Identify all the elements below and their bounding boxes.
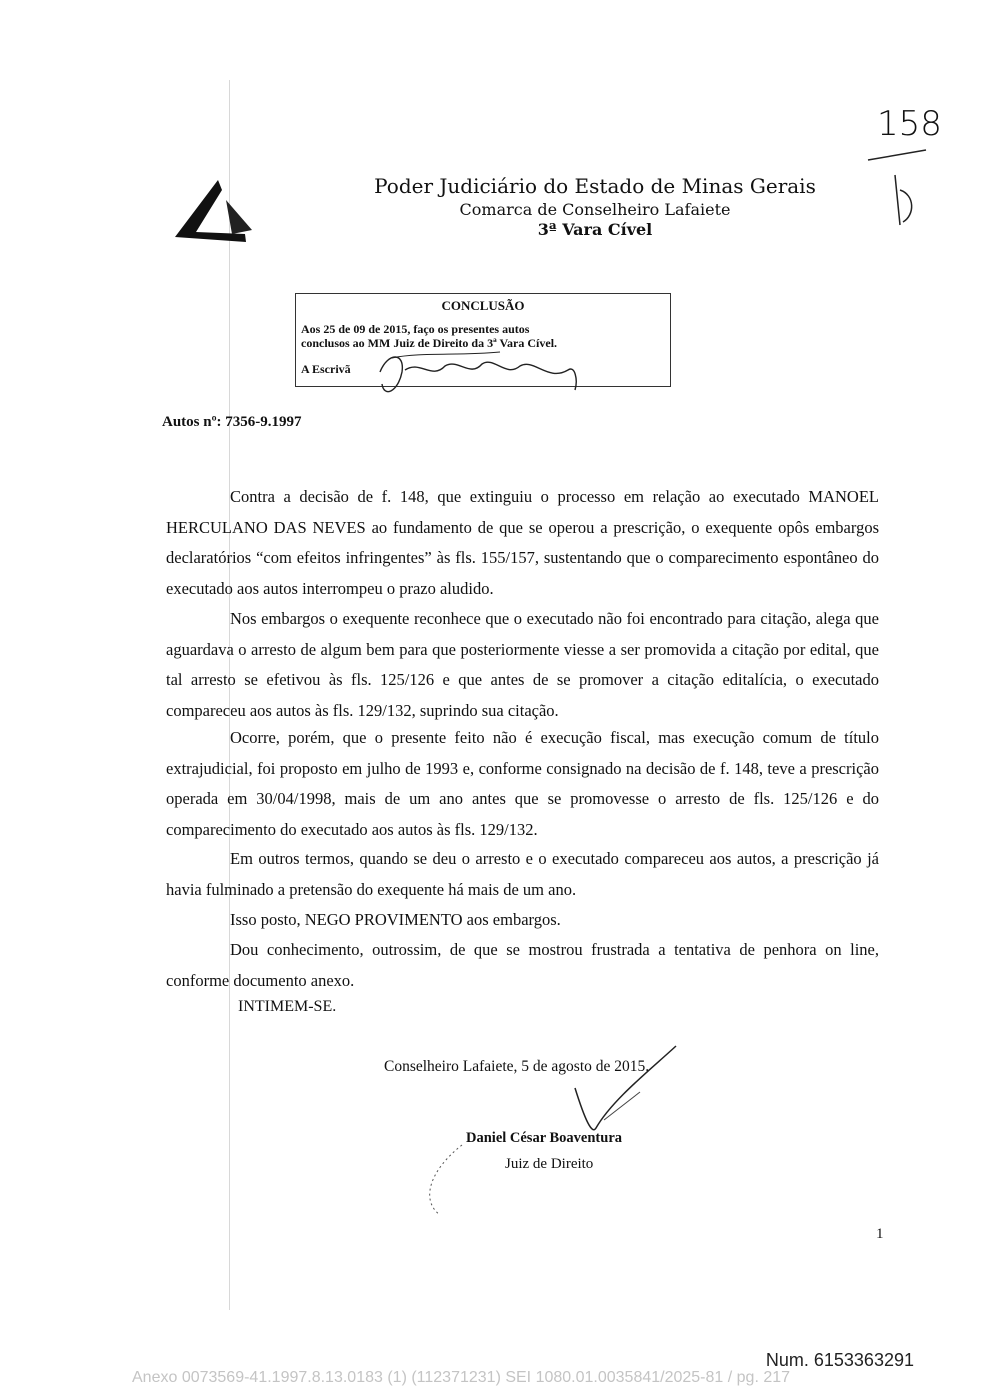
document-number: Num. 6153363291 bbox=[765, 1350, 914, 1370]
judge-name: Daniel César Boaventura bbox=[466, 1130, 623, 1146]
conclusao-title: CONCLUSÃO bbox=[441, 298, 525, 313]
paragraph-1: Contra a decisão de f. 148, que extinguiu o processo em relação ao executado MANOEL HERCULANO DAS NEVES ao fundamento de que se operou a prescrição, o exequente opôs embargos declaratórios “com efeitos infringentes” às fls. 155/157, sustentando que o comparecimento espontâneo do executado aos autos interrompeu o prazo aludido. bbox=[166, 487, 879, 598]
paragraph-5: Isso posto, NEGO PROVIMENTO aos embargos. bbox=[230, 910, 561, 929]
conclusao-line-1: Aos 25 de 09 de 2015, faço os presentes autos bbox=[301, 322, 530, 336]
paragraph-2: Nos embargos o exequente reconhece que o executado não foi encontrado para citação, alega que aguardava o arresto de algum bem para que posteriormente viesse a ser promovida a citação por edital, que tal arresto se efetivou às fls. 125/126 e que antes de se promover a citação editalícia, o executado compareceu aos autos às fls. 129/132, suprindo sua citação. bbox=[166, 609, 879, 720]
intimem-se: INTIMEM-SE. bbox=[238, 998, 337, 1015]
paragraph-6: Dou conhecimento, outrossim, de que se mostrou frustrada a tentativa de penhora on line, conforme documento anexo. bbox=[166, 940, 879, 990]
judge-role: Juiz de Direito bbox=[505, 1156, 594, 1172]
conclusao-line-2: conclusos ao MM Juiz de Direito da 3ª Vara Cível. bbox=[301, 336, 558, 350]
paragraph-3: Ocorre, porém, que o presente feito não é execução fiscal, mas execução comum de título extrajudicial, foi proposto em julho de 1993 e, conforme consignado na decisão de f. 148, teve a prescrição operada em 30/04/1998, mais de um ano antes que se promovesse o arresto de fls. 125/126 e do comparecimento do executado aos autos às fls. 129/132. bbox=[166, 728, 879, 839]
paragraph-4: Em outros termos, quando se deu o arresto e o executado compareceu aos autos, a prescrição já havia fulminado a pretensão do exequente há mais de um ano. bbox=[166, 849, 879, 899]
footer-watermark: Anexo 0073569-41.1997.8.13.0183 (1) (112371231) SEI 1080.01.0035841/2025-81 / pg. 217 bbox=[132, 1369, 791, 1386]
conclusao-line-3: A Escrivã bbox=[301, 362, 351, 376]
autos-number: Autos nº: 7356-9.1997 bbox=[162, 414, 302, 430]
comarca-name: Comarca de Conselheiro Lafaiete bbox=[459, 200, 731, 219]
place-and-date: Conselheiro Lafaiete, 5 de agosto de 2015. bbox=[384, 1058, 650, 1075]
folio-number: 158 bbox=[877, 104, 942, 144]
page-number: 1 bbox=[876, 1226, 884, 1242]
vara-name: 3ª Vara Cível bbox=[537, 220, 653, 239]
court-name: Poder Judiciário do Estado de Minas Gerais bbox=[374, 174, 816, 198]
